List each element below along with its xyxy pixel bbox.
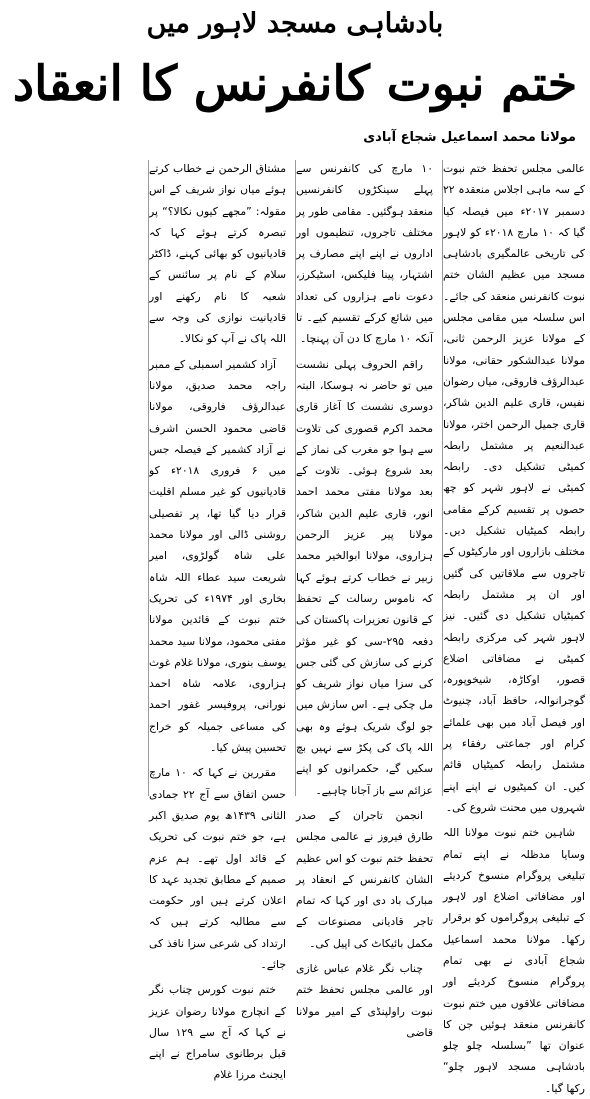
paragraph: عالمی مجلس تحفظ ختم نبوت کے سہ ماہی اجلاس منعقدہ ۲۲ دسمبر ۲۰۱۷ء میں فیصلہ کیا گیا کہ ۱۰ مارچ ۲۰۱۸ء کو لاہور کی تاریخی عالمگیری بادشاہی مسجد میں عظیم الشان ختم نبوت کانفرنس منعقد کی جائے۔ اس سلسلہ میں مقامی مجلس کے مولانا عزیز الرحمن ثانی، مولانا عبدالشکور حقانی، مولانا عبدالرؤف فاروقی، میاں رضوان نفیس، قاری علیم الدین شاکر، قاری جمیل الرحمن اختر، مولانا عبدالنعیم پر مشتمل رابطہ کمیٹی تشکیل دی۔ رابطہ کمیٹی نے لاہور شہر کو چھ حصوں پر تقسیم کرکے مقامی رابطہ کمیٹیاں تشکیل دیں۔ مختلف بازاروں اور مارکیٹوں کے تاجروں سے ملاقاتیں کی گئیں اور ان پر مشتمل رابطہ کمیٹیاں تشکیل دی گئیں۔ نیز لاہور شہر کی مرکزی رابطہ کمیٹی نے مضافاتی اضلاع قصور، اوکاڑہ، شیخوپورہ، گوجرانوالہ، حافظ آباد، چنیوٹ اور فیصل آباد میں بھی علمائے کرام اور جماعتی رفقاء پر مشتمل رابطہ کمیٹیاں قائم کیں۔ ان کمیٹیوں نے اپنے اپنے شہروں میں محنت شروع کی۔ xyxy=(443,162,585,814)
paragraph: ۱۰ مارچ کی کانفرنس سے پہلے سینکڑوں کانفرنسیں منعقد ہوگئیں۔ مقامی طور پر مختلف تاجروں، تنظیموں اور اداروں نے اپنے اپنے مصارف پر اشتہار، پینا فلیکس، اسٹیکرز، دعوت نامے ہزاروں کی تعداد میں شائع کرکے تقسیم کیے۔ تا آنکہ ۱۰ مارچ کا دن آن پہنچا۔ xyxy=(296,162,433,346)
article-column-4 xyxy=(4,158,138,798)
article-byline: مولانا محمد اسماعیل شجاع آبادی xyxy=(363,130,576,145)
article-column-3 xyxy=(149,158,286,1082)
paragraph: راقم الحروف پہلی نشست میں تو حاضر نہ ہوسکا، البتہ دوسری نشست کا آغاز قاری محمد اکرم قصوری کی تلاوت سے ہوا جو مغرب کی نماز کے بعد شروع ہوئی۔ تلاوت کے بعد مولانا مفتی محمد احمد انور، قاری علیم الدین شاکر، مولانا پیر عزیز الرحمن ہزاروی، مولانا ابوالخیر محمد زبیر نے خطاب کرتے ہوئے کہا کہ ناموس رسالت کے تحفظ کے قانون تعزیرات پاکستان کی دفعہ ۲۹۵-سی کو غیر مؤثر کرنے کی سازش کی گئی جس کی سزا میاں نواز شریف کو مل چکی ہے۔ اس سازش میں جو لوگ شریک ہوئے وہ بھی اللہ پاک کی پکڑ سے نہیں بچ سکیں گے، حکمرانوں کو اپنے عزائم سے باز آجانا چاہیے۔ xyxy=(296,357,434,797)
article-column-2 xyxy=(296,158,434,1039)
paragraph: شاہین ختم نبوت مولانا اللہ وسایا مدظلہ نے اپنے تمام تبلیغی پروگرام منسوخ کردیئے اور مضافاتی اضلاع اور لاہور کے تبلیغی پروگراموں کو برقرار رکھا۔ مولانا محمد اسماعیل شجاع آبادی نے بھی تمام پروگرام منسوخ کردیئے اور مضافاتی علاقوں میں ختم نبوت کانفرنس منعقد ہوئیں جن کا عنوان تھا ”بسلسلہ چلو چلو بادشاہی مسجد لاہور چلو“ رکھا گیا۔ xyxy=(443,826,585,1095)
paragraph: انجمن تاجران کے صدر طارق فیروز نے عالمی مجلس تحفظ ختم نبوت کو اس عظیم الشان کانفرنس کے انعقاد پر مبارک باد دی اور کہا کہ تمام تاجر قادیانی مصنوعات کے مکمل بائیکاٹ کی اپیل کی۔ xyxy=(296,808,433,950)
paragraph: مقررین نے کہا کہ ۱۰ مارچ حسن اتفاق سے آج ۲۲ جمادی الثانی ۱۴۳۹ھ یوم صدیق اکبر ہے، جو ختم نبوت کی تحریک کے قائد اول تھے۔ ہم عزم صمیم کے مطابق تجدید عہد کا اعلان کرتے ہیں اور حکومت سے مطالبہ کرتے ہیں کہ ارتداد کی شرعی سزا نافذ کی جائے۔ xyxy=(149,766,286,971)
column-divider xyxy=(442,160,443,796)
paragraph: چناب نگر غلام عباس غازی اور عالمی مجلس تحفظ ختم نبوت راولپنڈی کے امیر مولانا قاضی xyxy=(296,961,433,1039)
article-column-1 xyxy=(443,158,585,1095)
article-kicker: بادشاہی مسجد لاہور میں xyxy=(146,8,444,39)
paragraph: ختم نبوت کورس چناب نگر کے انچارج مولانا رضوان عزیز نے کہا کہ آج سے ۱۲۹ سال قبل برطانوی سامراج نے اپنے ایجنٹ مرزا غلام xyxy=(149,983,286,1082)
paragraph: آزاد کشمیر اسمبلی کے ممبر راجہ محمد صدیق، مولانا عبدالرؤف فاروقی، مولانا قاضی محمود الحسن اشرف نے آزاد کشمیر کے فیصلہ جس میں ۶ فروری ۲۰۱۸ء کو قادیانیوں کو غیر مسلم اقلیت قرار دیا گیا تھا، پر تفصیلی روشنی ڈالی اور مولانا محمد علی شاہ گولڑوی، امیر شریعت سید عطاء اللہ شاہ بخاری اور ۱۹۷۴ء کی تحریک ختم نبوت کے قائدین مولانا مفتی محمود، مولانا سید محمد یوسف بنوری، مولانا غلام غوث ہزاروی، علامہ شاہ احمد نورانی، پروفیسر غفور احمد کی مساعی جمیلہ کو خراج تحسین پیش کیا۔ xyxy=(149,357,286,755)
article-headline: ختم نبوت کانفرنس کا انعقاد xyxy=(12,56,578,112)
column-divider xyxy=(148,160,149,796)
column-divider xyxy=(295,160,296,796)
paragraph: مشتاق الرحمن نے خطاب کرتے ہوئے میاں نواز شریف کے اس مقولہ: ”مجھے کیوں نکالا؟“ پر تبصرہ کرتے ہوئے کہا کہ قادیانیوں کو بھائی کہنے، ڈاکٹر سلام کے نام پر سائنس کے شعبہ کا نام رکھنے اور قادیانیت نوازی کی وجہ سے اللہ پاک نے آپ کو نکالا۔ xyxy=(149,162,286,346)
